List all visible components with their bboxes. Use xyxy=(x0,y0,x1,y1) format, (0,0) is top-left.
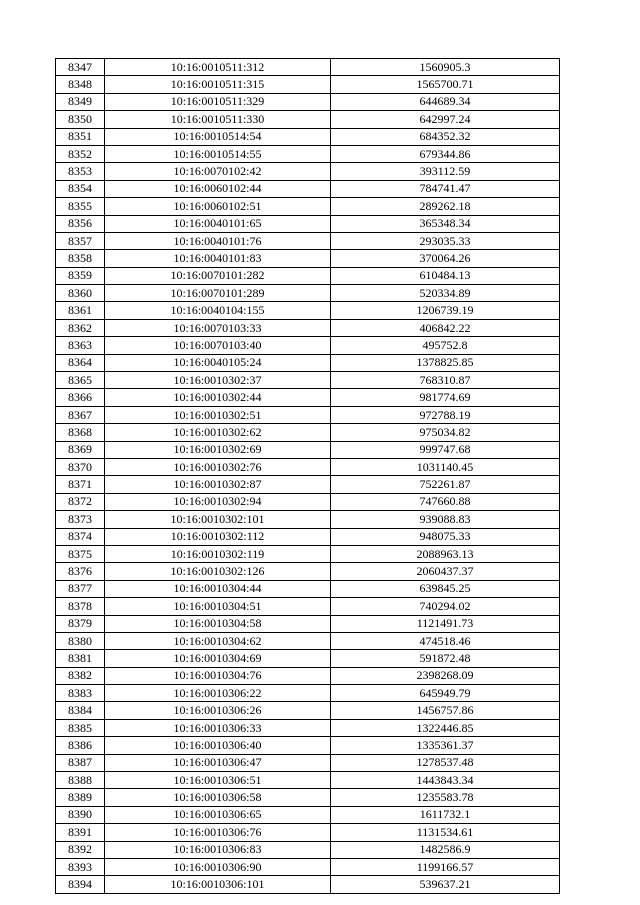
cadastral-number-cell: 10:16:0070101:282 xyxy=(105,267,331,284)
cadastral-number-cell: 10:16:0040105:24 xyxy=(105,354,331,371)
table-row xyxy=(56,876,560,893)
table-row xyxy=(56,163,560,180)
cadastral-value-cell: 1121491.73 xyxy=(331,615,560,632)
cadastral-value-cell: 981774.69 xyxy=(331,389,560,406)
row-number-cell: 8374 xyxy=(56,528,105,545)
cadastral-number-cell: 10:16:0060102:51 xyxy=(105,198,331,215)
row-number-cell: 8390 xyxy=(56,806,105,823)
cadastral-value-cell: 972788.19 xyxy=(331,406,560,423)
row-number-cell: 8349 xyxy=(56,93,105,110)
cadastral-value-cell: 1131534.61 xyxy=(331,824,560,841)
row-number-cell: 8391 xyxy=(56,824,105,841)
cadastral-number-cell: 10:16:0070103:33 xyxy=(105,319,331,336)
row-number-cell: 8382 xyxy=(56,667,105,684)
cadastral-number-cell: 10:16:0010304:76 xyxy=(105,667,331,684)
cadastral-number-cell: 10:16:0040101:65 xyxy=(105,215,331,232)
table-row xyxy=(56,476,560,493)
cadastral-value-cell: 747660.88 xyxy=(331,493,560,510)
table-row xyxy=(56,250,560,267)
cadastral-number-cell: 10:16:0040101:76 xyxy=(105,232,331,249)
cadastral-number-cell: 10:16:0010306:40 xyxy=(105,737,331,754)
row-number-cell: 8389 xyxy=(56,789,105,806)
row-number-cell: 8363 xyxy=(56,337,105,354)
row-number-cell: 8354 xyxy=(56,180,105,197)
table-row xyxy=(56,145,560,162)
cadastral-number-cell: 10:16:0010302:76 xyxy=(105,458,331,475)
cadastral-value-cell: 289262.18 xyxy=(331,198,560,215)
cadastral-value-cell: 495752.8 xyxy=(331,337,560,354)
row-number-cell: 8370 xyxy=(56,458,105,475)
table-row xyxy=(56,667,560,684)
cadastral-number-cell: 10:16:0010306:58 xyxy=(105,789,331,806)
table-row xyxy=(56,198,560,215)
row-number-cell: 8387 xyxy=(56,754,105,771)
cadastral-value-cell: 642997.24 xyxy=(331,111,560,128)
cadastral-value-table xyxy=(55,58,560,894)
row-number-cell: 8357 xyxy=(56,232,105,249)
cadastral-number-cell: 10:16:0010304:58 xyxy=(105,615,331,632)
row-number-cell: 8366 xyxy=(56,389,105,406)
cadastral-number-cell: 10:16:0010302:44 xyxy=(105,389,331,406)
row-number-cell: 8375 xyxy=(56,545,105,562)
table-row xyxy=(56,650,560,667)
cadastral-value-cell: 1278537.48 xyxy=(331,754,560,771)
table-row xyxy=(56,232,560,249)
cadastral-number-cell: 10:16:0010511:330 xyxy=(105,111,331,128)
row-number-cell: 8367 xyxy=(56,406,105,423)
row-number-cell: 8362 xyxy=(56,319,105,336)
cadastral-value-cell: 1031140.45 xyxy=(331,458,560,475)
cadastral-value-cell: 2398268.09 xyxy=(331,667,560,684)
cadastral-value-cell: 1456757.86 xyxy=(331,702,560,719)
row-number-cell: 8369 xyxy=(56,441,105,458)
cadastral-number-cell: 10:16:0010306:90 xyxy=(105,858,331,875)
table-row xyxy=(56,737,560,754)
table-row xyxy=(56,389,560,406)
cadastral-number-cell: 10:16:0010302:37 xyxy=(105,372,331,389)
table-row xyxy=(56,493,560,510)
cadastral-number-cell: 10:16:0010302:112 xyxy=(105,528,331,545)
table-row xyxy=(56,615,560,632)
cadastral-value-cell: 370064.26 xyxy=(331,250,560,267)
table-row xyxy=(56,772,560,789)
cadastral-number-cell: 10:16:0010511:312 xyxy=(105,59,331,76)
cadastral-value-cell: 999747.68 xyxy=(331,441,560,458)
cadastral-value-cell: 975034.82 xyxy=(331,424,560,441)
row-number-cell: 8380 xyxy=(56,632,105,649)
table-row xyxy=(56,128,560,145)
cadastral-number-cell: 10:16:0010306:65 xyxy=(105,806,331,823)
cadastral-number-cell: 10:16:0070101:289 xyxy=(105,285,331,302)
row-number-cell: 8351 xyxy=(56,128,105,145)
row-number-cell: 8356 xyxy=(56,215,105,232)
cadastral-value-cell: 520334.89 xyxy=(331,285,560,302)
cadastral-number-cell: 10:16:0010306:33 xyxy=(105,719,331,736)
cadastral-value-cell: 645949.79 xyxy=(331,685,560,702)
cadastral-value-cell: 365348.34 xyxy=(331,215,560,232)
cadastral-number-cell: 10:16:0010304:69 xyxy=(105,650,331,667)
cadastral-value-cell: 474518.46 xyxy=(331,632,560,649)
cadastral-number-cell: 10:16:0040101:83 xyxy=(105,250,331,267)
cadastral-value-cell: 293035.33 xyxy=(331,232,560,249)
cadastral-value-cell: 784741.47 xyxy=(331,180,560,197)
row-number-cell: 8393 xyxy=(56,858,105,875)
row-number-cell: 8371 xyxy=(56,476,105,493)
cadastral-number-cell: 10:16:0060102:44 xyxy=(105,180,331,197)
cadastral-number-cell: 10:16:0040104:155 xyxy=(105,302,331,319)
table-row xyxy=(56,406,560,423)
cadastral-value-cell: 2088963.13 xyxy=(331,545,560,562)
table-body xyxy=(56,59,560,894)
row-number-cell: 8355 xyxy=(56,198,105,215)
cadastral-number-cell: 10:16:0010511:329 xyxy=(105,93,331,110)
cadastral-value-cell: 740294.02 xyxy=(331,598,560,615)
cadastral-value-cell: 639845.25 xyxy=(331,580,560,597)
cadastral-value-cell: 539637.21 xyxy=(331,876,560,893)
cadastral-value-cell: 684352.32 xyxy=(331,128,560,145)
table-row xyxy=(56,685,560,702)
table-row xyxy=(56,215,560,232)
cadastral-value-cell: 768310.87 xyxy=(331,372,560,389)
row-number-cell: 8360 xyxy=(56,285,105,302)
table-row xyxy=(56,267,560,284)
table-row xyxy=(56,702,560,719)
cadastral-number-cell: 10:16:0010514:54 xyxy=(105,128,331,145)
table-row xyxy=(56,858,560,875)
cadastral-value-cell: 1322446.85 xyxy=(331,719,560,736)
cadastral-value-cell: 752261.87 xyxy=(331,476,560,493)
cadastral-value-cell: 679344.86 xyxy=(331,145,560,162)
cadastral-number-cell: 10:16:0010302:62 xyxy=(105,424,331,441)
cadastral-value-cell: 1443843.34 xyxy=(331,772,560,789)
row-number-cell: 8383 xyxy=(56,685,105,702)
row-number-cell: 8394 xyxy=(56,876,105,893)
cadastral-number-cell: 10:16:0010306:26 xyxy=(105,702,331,719)
cadastral-number-cell: 10:16:0010302:87 xyxy=(105,476,331,493)
table-row xyxy=(56,719,560,736)
table-row xyxy=(56,563,560,580)
cadastral-value-cell: 2060437.37 xyxy=(331,563,560,580)
row-number-cell: 8347 xyxy=(56,59,105,76)
cadastral-number-cell: 10:16:0010302:51 xyxy=(105,406,331,423)
table-row xyxy=(56,59,560,76)
cadastral-number-cell: 10:16:0010302:119 xyxy=(105,545,331,562)
cadastral-number-cell: 10:16:0010511:315 xyxy=(105,76,331,93)
cadastral-number-cell: 10:16:0010306:101 xyxy=(105,876,331,893)
row-number-cell: 8353 xyxy=(56,163,105,180)
cadastral-number-cell: 10:16:0010306:83 xyxy=(105,841,331,858)
row-number-cell: 8373 xyxy=(56,511,105,528)
table-row xyxy=(56,545,560,562)
cadastral-number-cell: 10:16:0010302:94 xyxy=(105,493,331,510)
row-number-cell: 8392 xyxy=(56,841,105,858)
table-row xyxy=(56,372,560,389)
table-row xyxy=(56,511,560,528)
cadastral-value-cell: 948075.33 xyxy=(331,528,560,545)
row-number-cell: 8379 xyxy=(56,615,105,632)
row-number-cell: 8381 xyxy=(56,650,105,667)
table-row xyxy=(56,319,560,336)
cadastral-number-cell: 10:16:0010306:47 xyxy=(105,754,331,771)
cadastral-value-cell: 610484.13 xyxy=(331,267,560,284)
cadastral-number-cell: 10:16:0010514:55 xyxy=(105,145,331,162)
table-row xyxy=(56,806,560,823)
row-number-cell: 8348 xyxy=(56,76,105,93)
table-row xyxy=(56,354,560,371)
table-row xyxy=(56,789,560,806)
table-row xyxy=(56,337,560,354)
row-number-cell: 8350 xyxy=(56,111,105,128)
cadastral-value-cell: 644689.34 xyxy=(331,93,560,110)
cadastral-value-cell: 1335361.37 xyxy=(331,737,560,754)
cadastral-value-cell: 591872.48 xyxy=(331,650,560,667)
table-row xyxy=(56,632,560,649)
cadastral-number-cell: 10:16:0010302:69 xyxy=(105,441,331,458)
cadastral-number-cell: 10:16:0010306:76 xyxy=(105,824,331,841)
row-number-cell: 8361 xyxy=(56,302,105,319)
cadastral-number-cell: 10:16:0070103:40 xyxy=(105,337,331,354)
table-row xyxy=(56,93,560,110)
table-row xyxy=(56,580,560,597)
cadastral-number-cell: 10:16:0010306:51 xyxy=(105,772,331,789)
cadastral-number-cell: 10:16:0010304:44 xyxy=(105,580,331,597)
cadastral-value-cell: 1206739.19 xyxy=(331,302,560,319)
table-row xyxy=(56,76,560,93)
cadastral-value-cell: 1565700.71 xyxy=(331,76,560,93)
row-number-cell: 8377 xyxy=(56,580,105,597)
cadastral-value-cell: 1235583.78 xyxy=(331,789,560,806)
cadastral-value-cell: 1611732.1 xyxy=(331,806,560,823)
table-row xyxy=(56,111,560,128)
table-row xyxy=(56,598,560,615)
table-row xyxy=(56,824,560,841)
cadastral-number-cell: 10:16:0010302:126 xyxy=(105,563,331,580)
table-row xyxy=(56,302,560,319)
table-row xyxy=(56,441,560,458)
table-row xyxy=(56,180,560,197)
row-number-cell: 8378 xyxy=(56,598,105,615)
row-number-cell: 8388 xyxy=(56,772,105,789)
row-number-cell: 8384 xyxy=(56,702,105,719)
row-number-cell: 8386 xyxy=(56,737,105,754)
row-number-cell: 8365 xyxy=(56,372,105,389)
row-number-cell: 8358 xyxy=(56,250,105,267)
cadastral-value-cell: 1378825.85 xyxy=(331,354,560,371)
table-row xyxy=(56,528,560,545)
cadastral-number-cell: 10:16:0070102:42 xyxy=(105,163,331,180)
cadastral-number-cell: 10:16:0010304:62 xyxy=(105,632,331,649)
row-number-cell: 8368 xyxy=(56,424,105,441)
table-row xyxy=(56,285,560,302)
table-row xyxy=(56,458,560,475)
cadastral-value-cell: 1482586.9 xyxy=(331,841,560,858)
cadastral-value-cell: 939088.83 xyxy=(331,511,560,528)
cadastral-value-cell: 1560905.3 xyxy=(331,59,560,76)
cadastral-value-cell: 393112.59 xyxy=(331,163,560,180)
row-number-cell: 8385 xyxy=(56,719,105,736)
cadastral-number-cell: 10:16:0010304:51 xyxy=(105,598,331,615)
cadastral-number-cell: 10:16:0010302:101 xyxy=(105,511,331,528)
row-number-cell: 8364 xyxy=(56,354,105,371)
table-row xyxy=(56,754,560,771)
table-row xyxy=(56,424,560,441)
row-number-cell: 8352 xyxy=(56,145,105,162)
cadastral-number-cell: 10:16:0010306:22 xyxy=(105,685,331,702)
row-number-cell: 8376 xyxy=(56,563,105,580)
table-row xyxy=(56,841,560,858)
cadastral-value-cell: 1199166.57 xyxy=(331,858,560,875)
row-number-cell: 8359 xyxy=(56,267,105,284)
row-number-cell: 8372 xyxy=(56,493,105,510)
cadastral-value-cell: 406842.22 xyxy=(331,319,560,336)
